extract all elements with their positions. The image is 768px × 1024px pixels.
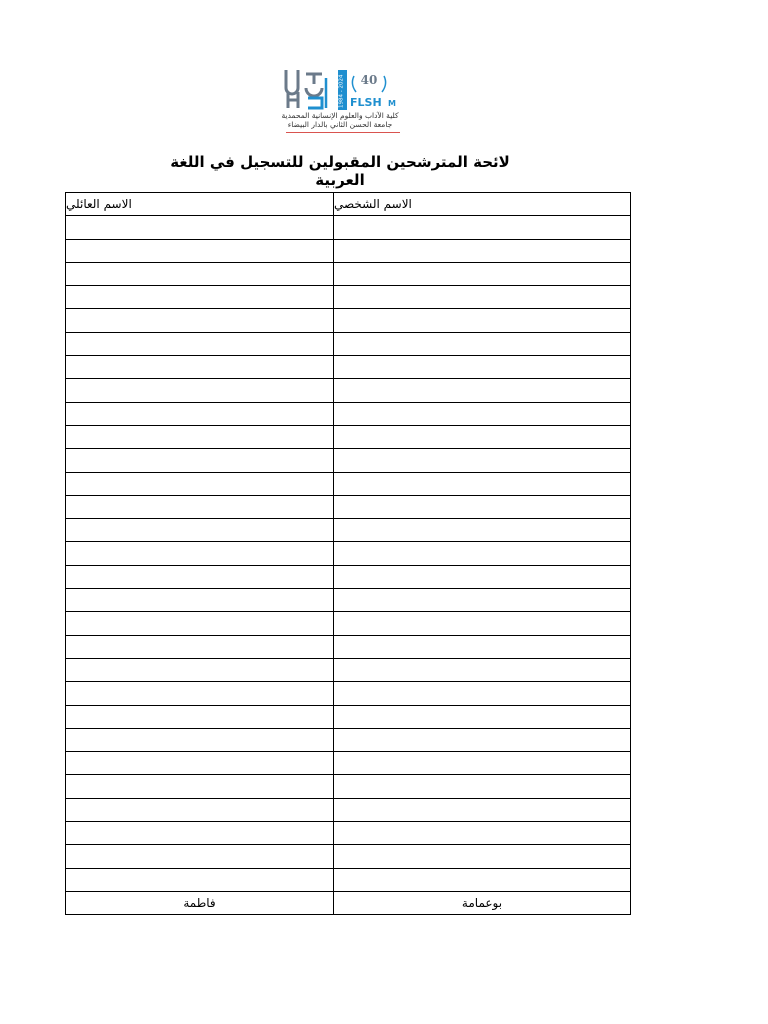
family-name-cell	[66, 682, 334, 705]
table-row	[66, 356, 631, 379]
table-row	[66, 728, 631, 751]
family-name-cell	[66, 472, 334, 495]
table-row	[66, 542, 631, 565]
candidates-table	[65, 192, 631, 915]
table-row	[66, 891, 631, 914]
family-name-cell	[66, 542, 334, 565]
family-name-cell	[66, 309, 334, 332]
family-name-cell	[66, 752, 334, 775]
table-row	[66, 798, 631, 821]
table-row	[66, 822, 631, 845]
first-name-cell	[334, 402, 631, 425]
first-name-cell	[334, 356, 631, 379]
first-name-cell	[334, 519, 631, 542]
header-first-name: الاسم الشخصي	[334, 193, 631, 216]
table-row	[66, 658, 631, 681]
first-name-cell	[334, 589, 631, 612]
family-name-cell	[66, 868, 334, 891]
first-name-cell	[334, 612, 631, 635]
table-row	[66, 216, 631, 239]
family-name-cell	[66, 635, 334, 658]
table-row	[66, 262, 631, 285]
family-name-cell	[66, 775, 334, 798]
table-header-row	[66, 193, 631, 216]
family-name-cell: فاطمة	[66, 891, 334, 914]
first-name-cell: بوعمامة	[334, 891, 631, 914]
first-name-cell	[334, 449, 631, 472]
first-name-cell	[334, 286, 631, 309]
table-row	[66, 565, 631, 588]
table-row	[66, 239, 631, 262]
family-name-cell	[66, 262, 334, 285]
table-row	[66, 635, 631, 658]
family-name-cell	[66, 658, 334, 681]
table-row	[66, 379, 631, 402]
table-row	[66, 868, 631, 891]
first-name-cell	[334, 798, 631, 821]
first-name-cell	[334, 262, 631, 285]
family-name-cell	[66, 425, 334, 448]
family-name-cell	[66, 565, 334, 588]
family-name-cell	[66, 822, 334, 845]
table-row	[66, 309, 631, 332]
first-name-cell	[334, 775, 631, 798]
family-name-cell	[66, 845, 334, 868]
table-row	[66, 286, 631, 309]
first-name-cell	[334, 705, 631, 728]
logo-caption	[278, 111, 402, 129]
family-name-cell	[66, 495, 334, 518]
first-name-cell	[334, 379, 631, 402]
logo-line1: كلية الآداب والعلوم الإنسانية المحمدية	[281, 111, 399, 120]
table-row	[66, 472, 631, 495]
table-row	[66, 449, 631, 472]
table-row	[66, 332, 631, 355]
first-name-cell	[334, 658, 631, 681]
badge-number: 40	[360, 73, 378, 87]
page-title: لائحة المترشحين المقبولين للتسجيل في اللغة العربية	[170, 153, 510, 189]
table-row	[66, 495, 631, 518]
badge-text: FLSH	[350, 96, 382, 109]
first-name-cell	[334, 728, 631, 751]
first-name-cell	[334, 216, 631, 239]
family-name-cell	[66, 705, 334, 728]
first-name-cell	[334, 845, 631, 868]
first-name-cell	[334, 542, 631, 565]
family-name-cell	[66, 379, 334, 402]
family-name-cell	[66, 589, 334, 612]
table-row	[66, 752, 631, 775]
first-name-cell	[334, 822, 631, 845]
table-row	[66, 402, 631, 425]
family-name-cell	[66, 728, 334, 751]
family-name-cell	[66, 612, 334, 635]
family-name-cell	[66, 798, 334, 821]
first-name-cell	[334, 332, 631, 355]
first-name-cell	[334, 565, 631, 588]
table-row	[66, 705, 631, 728]
table-row	[66, 612, 631, 635]
table-row	[66, 589, 631, 612]
first-name-cell	[334, 495, 631, 518]
badge-suffix: M	[388, 99, 396, 108]
table-row	[66, 775, 631, 798]
family-name-cell	[66, 519, 334, 542]
first-name-cell	[334, 425, 631, 448]
family-name-cell	[66, 449, 334, 472]
badge-years: 1984 - 2024	[338, 74, 345, 108]
table-row	[66, 425, 631, 448]
first-name-cell	[334, 682, 631, 705]
family-name-cell	[66, 216, 334, 239]
header-family-name: الاسم العائلي	[66, 193, 334, 216]
family-name-cell	[66, 239, 334, 262]
logo-line2: جامعة الحسن الثاني بالدار البيضاء	[287, 120, 393, 129]
family-name-cell	[66, 286, 334, 309]
table-row	[66, 845, 631, 868]
table-row	[66, 682, 631, 705]
first-name-cell	[334, 309, 631, 332]
first-name-cell	[334, 752, 631, 775]
first-name-cell	[334, 868, 631, 891]
first-name-cell	[334, 635, 631, 658]
table-row	[66, 519, 631, 542]
family-name-cell	[66, 356, 334, 379]
family-name-cell	[66, 402, 334, 425]
first-name-cell	[334, 472, 631, 495]
family-name-cell	[66, 332, 334, 355]
first-name-cell	[334, 239, 631, 262]
logo-rule	[286, 132, 400, 133]
